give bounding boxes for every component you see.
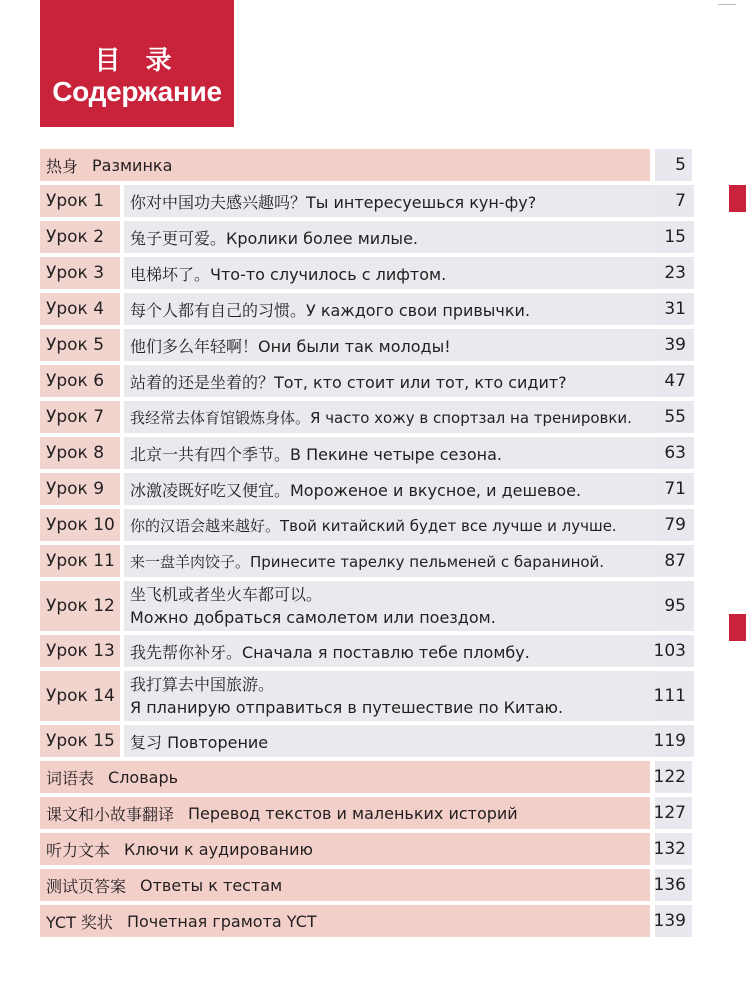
toc-row-lesson[interactable] <box>40 329 692 361</box>
appendix-title: YCT 奖状 Почетная грамота YCT <box>40 905 650 937</box>
page-number: 119 <box>655 725 692 757</box>
lesson-number: Урок 10 <box>40 509 120 541</box>
toc-row-lesson[interactable] <box>40 365 692 397</box>
lesson-number: Урок 2 <box>40 221 120 253</box>
page-number: 95 <box>655 581 692 631</box>
side-tab-marker <box>729 614 746 641</box>
page-number: 47 <box>655 365 692 397</box>
lesson-number: Урок 4 <box>40 293 120 325</box>
toc-row-lesson[interactable] <box>40 257 692 289</box>
lesson-title-line: 坐飞机或者坐火车都可以。 <box>130 585 323 604</box>
toc-header <box>40 0 234 127</box>
lesson-title: 你对中国功夫感兴趣吗？Ты интересуешься кун-фу? <box>124 185 694 217</box>
lesson-number: Урок 8 <box>40 437 120 469</box>
lesson-title: 兔子更可爱。Кролики более милые. <box>124 221 694 253</box>
toc-row-appendix[interactable] <box>40 797 692 829</box>
lesson-title: 来一盘羊肉饺子。Принесите тарелку пельменей с бараниной. <box>124 545 694 577</box>
toc-row-lesson[interactable] <box>40 725 692 757</box>
title-chinese: 目 录 <box>94 46 180 76</box>
lesson-number: Урок 15 <box>40 725 120 757</box>
page-number: 139 <box>655 905 692 937</box>
page-number: 71 <box>655 473 692 505</box>
crop-mark <box>718 4 736 15</box>
lesson-number: Урок 12 <box>40 581 120 631</box>
lesson-number: Урок 14 <box>40 671 120 721</box>
toc-row-lesson[interactable] <box>40 473 692 505</box>
page-number: 39 <box>655 329 692 361</box>
appendix-title: 课文和小故事翻译 Перевод текстов и маленьких историй <box>40 797 650 829</box>
lesson-title: 你的汉语会越来越好。Твой китайский будет все лучше и лучше. <box>124 509 694 541</box>
toc-row-lesson[interactable] <box>40 437 692 469</box>
lesson-title: 我经常去体育馆锻炼身体。Я часто хожу в спортзал на тренировки. <box>124 401 694 433</box>
lesson-number: Урок 9 <box>40 473 120 505</box>
toc-row-lesson[interactable] <box>40 671 692 721</box>
lesson-number: Урок 1 <box>40 185 120 217</box>
lesson-title: 我先帮你补牙。Сначала я поставлю тебе пломбу. <box>124 635 694 667</box>
toc-row-lesson[interactable] <box>40 221 692 253</box>
lesson-title: 站着的还是坐着的？Тот, кто стоит или тот, кто сидит? <box>124 365 694 397</box>
toc-row-appendix[interactable] <box>40 869 692 901</box>
lesson-title: 复习 Повторение <box>124 725 694 757</box>
toc-row-lesson[interactable] <box>40 635 692 667</box>
page-number: 127 <box>655 797 692 829</box>
page-number: 132 <box>655 833 692 865</box>
appendix-title: 测试页答案 Ответы к тестам <box>40 869 650 901</box>
page-number: 15 <box>655 221 692 253</box>
page-number: 55 <box>655 401 692 433</box>
intro-title: 热身 Разминка <box>40 149 650 181</box>
lesson-number: Урок 5 <box>40 329 120 361</box>
lesson-title: 每个人都有自己的习惯。У каждого свои привычки. <box>124 293 694 325</box>
toc-row-appendix[interactable] <box>40 905 692 937</box>
toc-row-lesson[interactable] <box>40 509 692 541</box>
lesson-title: 他们多么年轻啊！Они были так молоды! <box>124 329 694 361</box>
page-number: 111 <box>655 671 692 721</box>
lesson-number: Урок 7 <box>40 401 120 433</box>
page-number: 5 <box>655 149 692 181</box>
lesson-number: Урок 6 <box>40 365 120 397</box>
page-number: 103 <box>655 635 692 667</box>
toc-row-lesson[interactable] <box>40 545 692 577</box>
appendix-title: 听力文本 Ключи к аудированию <box>40 833 650 865</box>
page-number: 7 <box>655 185 692 217</box>
page-number: 79 <box>655 509 692 541</box>
toc-row-lesson[interactable] <box>40 185 692 217</box>
lesson-number: Урок 11 <box>40 545 120 577</box>
lesson-title-line: Я планирую отправиться в путешествие по Китаю. <box>130 698 564 717</box>
lesson-title <box>124 581 694 631</box>
page-number: 63 <box>655 437 692 469</box>
side-tab-marker <box>729 185 746 212</box>
page-number: 136 <box>655 869 692 901</box>
lesson-title: 电梯坏了。Что-то случилось с лифтом. <box>124 257 694 289</box>
toc-row-lesson[interactable] <box>40 401 692 433</box>
page-number: 87 <box>655 545 692 577</box>
page-number: 31 <box>655 293 692 325</box>
lesson-title: 北京一共有四个季节。В Пекине четыре сезона. <box>124 437 694 469</box>
lesson-title: 冰激凌既好吃又便宜。Мороженое и вкусное, и дешевое. <box>124 473 694 505</box>
lesson-number: Урок 3 <box>40 257 120 289</box>
toc-row-appendix[interactable] <box>40 833 692 865</box>
page-number: 122 <box>655 761 692 793</box>
appendix-title: 词语表 Словарь <box>40 761 650 793</box>
toc-row-appendix[interactable] <box>40 761 692 793</box>
lesson-title <box>124 671 694 721</box>
lesson-title-line: 我打算去中国旅游。 <box>130 675 275 694</box>
toc-row-lesson[interactable] <box>40 293 692 325</box>
toc-row-intro[interactable] <box>40 149 692 181</box>
lesson-number: Урок 13 <box>40 635 120 667</box>
page-number: 23 <box>655 257 692 289</box>
lesson-title-line: Можно добраться самолетом или поездом. <box>130 608 496 627</box>
toc-row-lesson[interactable] <box>40 581 692 631</box>
title-russian: Содержание <box>52 76 222 107</box>
